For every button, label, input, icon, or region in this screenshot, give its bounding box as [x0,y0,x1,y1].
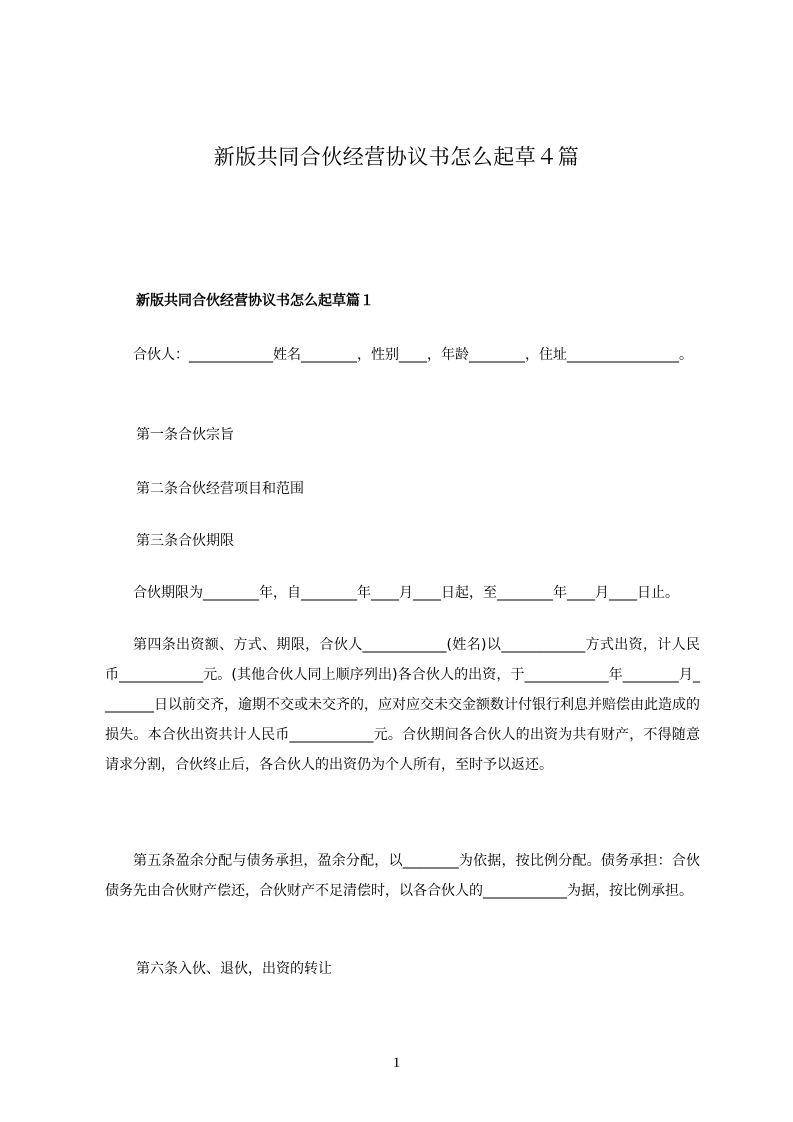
partner-info-paragraph: 合伙人：____________姓名________，性别____，年龄________，住址________________。 [133,347,693,363]
page-number: 1 [392,1055,401,1071]
article-2-heading: 第二条合伙经营项目和范围 [136,481,304,497]
section-heading: 新版共同合伙经营协议书怎么起草篇１ [136,293,374,309]
article-5-body: 第五条盈余分配与债务承担，盈余分配，以________为依据，按比例分配。债务承担：合伙债务先由合伙财产偿还，合伙财产不足清偿时，以各合伙人的____________为据，按比例承担。 [105,853,700,899]
article-6-heading: 第六条入伙、退伙，出资的转让 [136,961,332,977]
document-title: 新版共同合伙经营协议书怎么起草４篇 [213,145,580,169]
article-1-heading: 第一条合伙宗旨 [136,427,234,443]
article-3-heading: 第三条合伙期限 [136,533,234,549]
article-3-body: 合伙期限为________年，自________年____月____日起，至________年____月____日止。 [133,585,679,601]
article-4-body: 第四条出资额、方式、期限，合伙人____________(姓名)以____________方式出资，计人民币____________元。(其他合伙人同上顺序列出)各合伙人的出资，于____________年________月________日以前交齐，逾期不交或未交齐的，应对应交未交金额数计付银行利息并赔偿由此造成的损失。本合伙出资共计人民币____________元。合伙期间各合伙人的出资为共有财产，不得随意请求分割，合伙终止后，各合伙人的出资仍为个人所有，至时予以返还。 [105,637,700,773]
